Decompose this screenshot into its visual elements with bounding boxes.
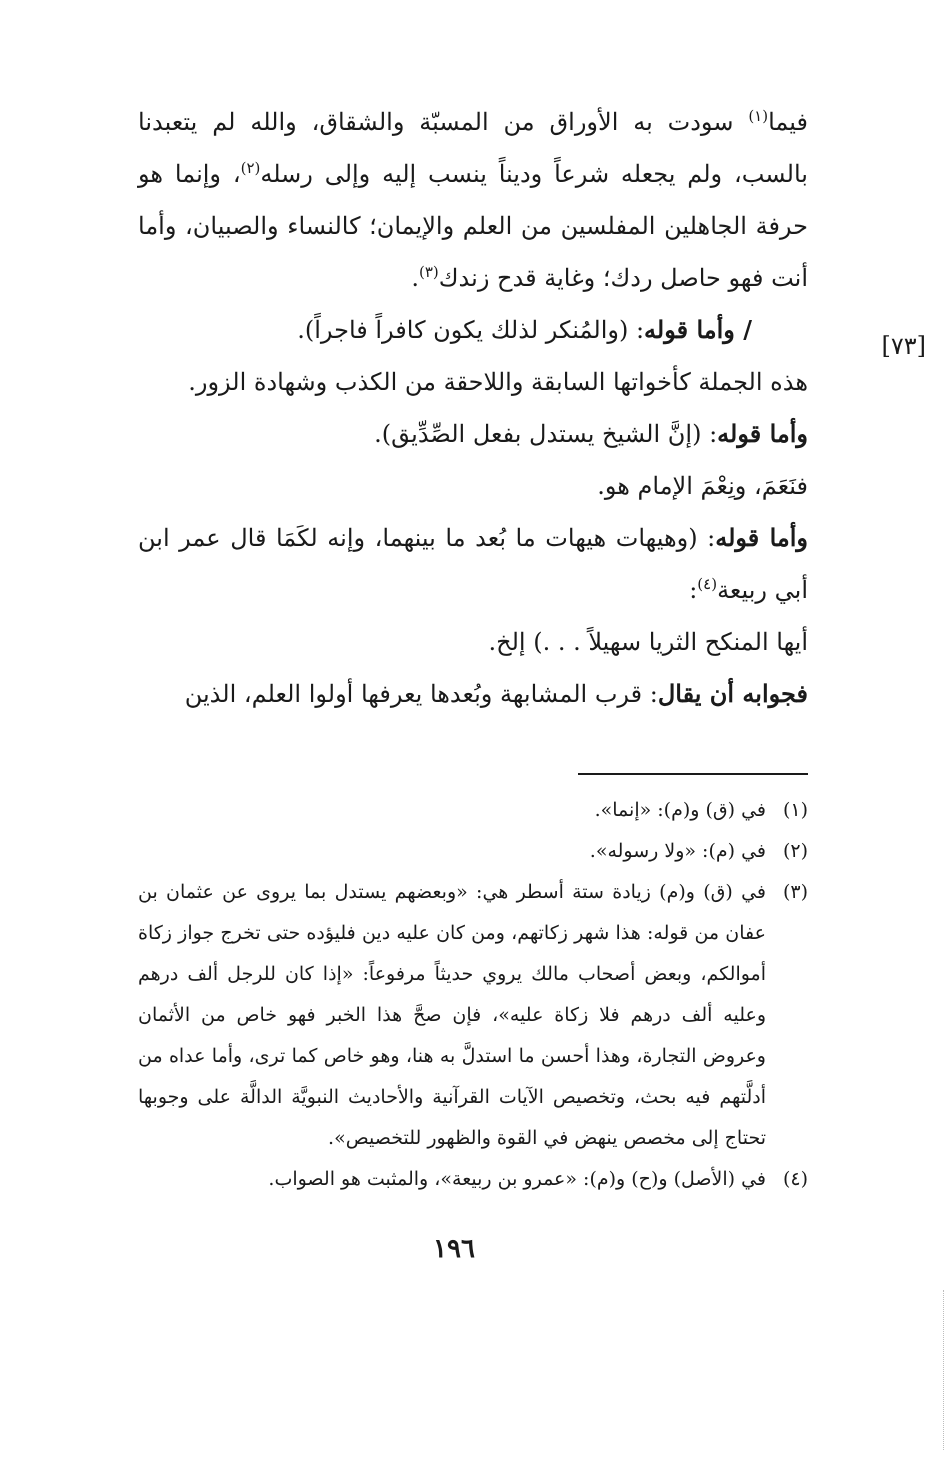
paragraph-4 — [138, 408, 808, 460]
paragraph-8-text: : قرب المشابهة وبُعدها يعرفها أولوا العلم، الذين — [184, 680, 658, 708]
paragraph-1-text-a: فيما — [768, 108, 808, 136]
footnote-number: (٣) — [782, 881, 808, 903]
paragraph-1-text-b: سودت به الأوراق من المسبّة والشقاق، والله لم يتعبدنا بالسب، ولم يجعله شرعاً وديناً ينسب إليه وإلى رسله — [138, 108, 808, 188]
page-number: ١٩٦ — [433, 1234, 475, 1264]
paragraph-4-lead: وأما قوله — [717, 419, 808, 448]
paragraph-3 — [138, 356, 808, 408]
paragraph-1-text-d: . — [411, 264, 419, 292]
footnote-number: (٤) — [782, 1168, 808, 1190]
footnote-number: (١) — [782, 799, 808, 821]
footnote-text: في (ق) و(م): «إنما». — [594, 799, 766, 821]
footnote-ref-4: (٤) — [697, 575, 718, 593]
verse-line — [138, 616, 808, 668]
paragraph-2-lead: / وأما قوله — [644, 315, 752, 344]
footnote-separator — [578, 773, 808, 775]
footnote-text: في (الأصل) و(ح) و(م): «عمرو بن ربيعة»، والمثبت هو الصواب. — [268, 1168, 766, 1190]
scan-edge-mark — [942, 1290, 944, 1450]
footnote-3 — [138, 872, 808, 1159]
paragraph-6-lead: وأما قوله — [715, 523, 808, 552]
paragraph-8 — [138, 668, 808, 720]
paragraph-2-text: : (والمُنكر لذلك يكون كافراً فاجراً). — [297, 316, 645, 344]
footnote-ref-1: (١) — [748, 107, 769, 125]
margin-page-reference: [٧٣] — [881, 332, 926, 360]
paragraph-6-text-b: : — [689, 576, 698, 604]
footnotes — [138, 790, 808, 1200]
paragraph-3-text: هذه الجملة كأخواتها السابقة واللاحقة من الكذب وشهادة الزور. — [188, 368, 808, 396]
paragraph-6-text-a: : (وهيهات هيهات ما بُعد ما بينهما، وإنه لكَمَا قال عمر ابن أبي ربيعة — [138, 524, 808, 604]
verse-line-text: أيها المنكح الثريا سهيلاً . . .) إلخ. — [488, 628, 808, 656]
footnote-text: في (م): «ولا رسوله». — [589, 840, 766, 862]
main-text — [138, 96, 808, 720]
paragraph-8-lead: فجوابه أن يقال — [657, 679, 808, 708]
paragraph-2 — [138, 304, 808, 356]
footnote-ref-3: (٣) — [418, 263, 439, 281]
paragraph-1-text-c: ، وإنما هو حرفة الجاهلين المفلسين من العلم والإيمان؛ كالنساء والصبيان، وأما أنت فهو حاصل ردك؛ وغاية قدح زندك — [138, 160, 808, 292]
footnote-number: (٢) — [782, 840, 808, 862]
footnote-text: في (ق) و(م) زيادة ستة أسطر هي: «وبعضهم يستدل بما يروى عن عثمان بن عفان من قوله: هذا شهر زكاتهم، ومن كان عليه دين فليؤده حتى تخرج جواز زكاة أموالكم، وبعض أصحاب مالك يروي حديثاً مرفوعاً: «إذا كان للرجل ألف درهم وعليه ألف درهم فلا زكاة عليه»، فإن صحَّ هذا الخبر فهو خاص من الأثمان وعروض التجارة، وهذا أحسن ما استدلَّ به هنا، وهو خاص كما ترى، وأما عداه من أدلَّتهم فيه بحث، وتخصيص الآيات القرآنية والأحاديث النبويَّة الدالَّة على وجوبها تحتاج إلى مخصص ينهض في القوة والظهور للتخصيص». — [138, 881, 766, 1149]
paragraph-1 — [138, 96, 808, 304]
paragraph-5-text: فنَعَمَ، ونِعْمَ الإمام هو. — [597, 472, 808, 500]
paragraph-5 — [138, 460, 808, 512]
paragraph-4-text: : (إنَّ الشيخ يستدل بفعل الصِّدِّيق). — [374, 420, 718, 448]
paragraph-6 — [138, 512, 808, 616]
footnote-1 — [138, 790, 808, 831]
footnote-4 — [138, 1159, 808, 1200]
footnote-ref-2: (٢) — [240, 159, 261, 177]
footnote-2 — [138, 831, 808, 872]
